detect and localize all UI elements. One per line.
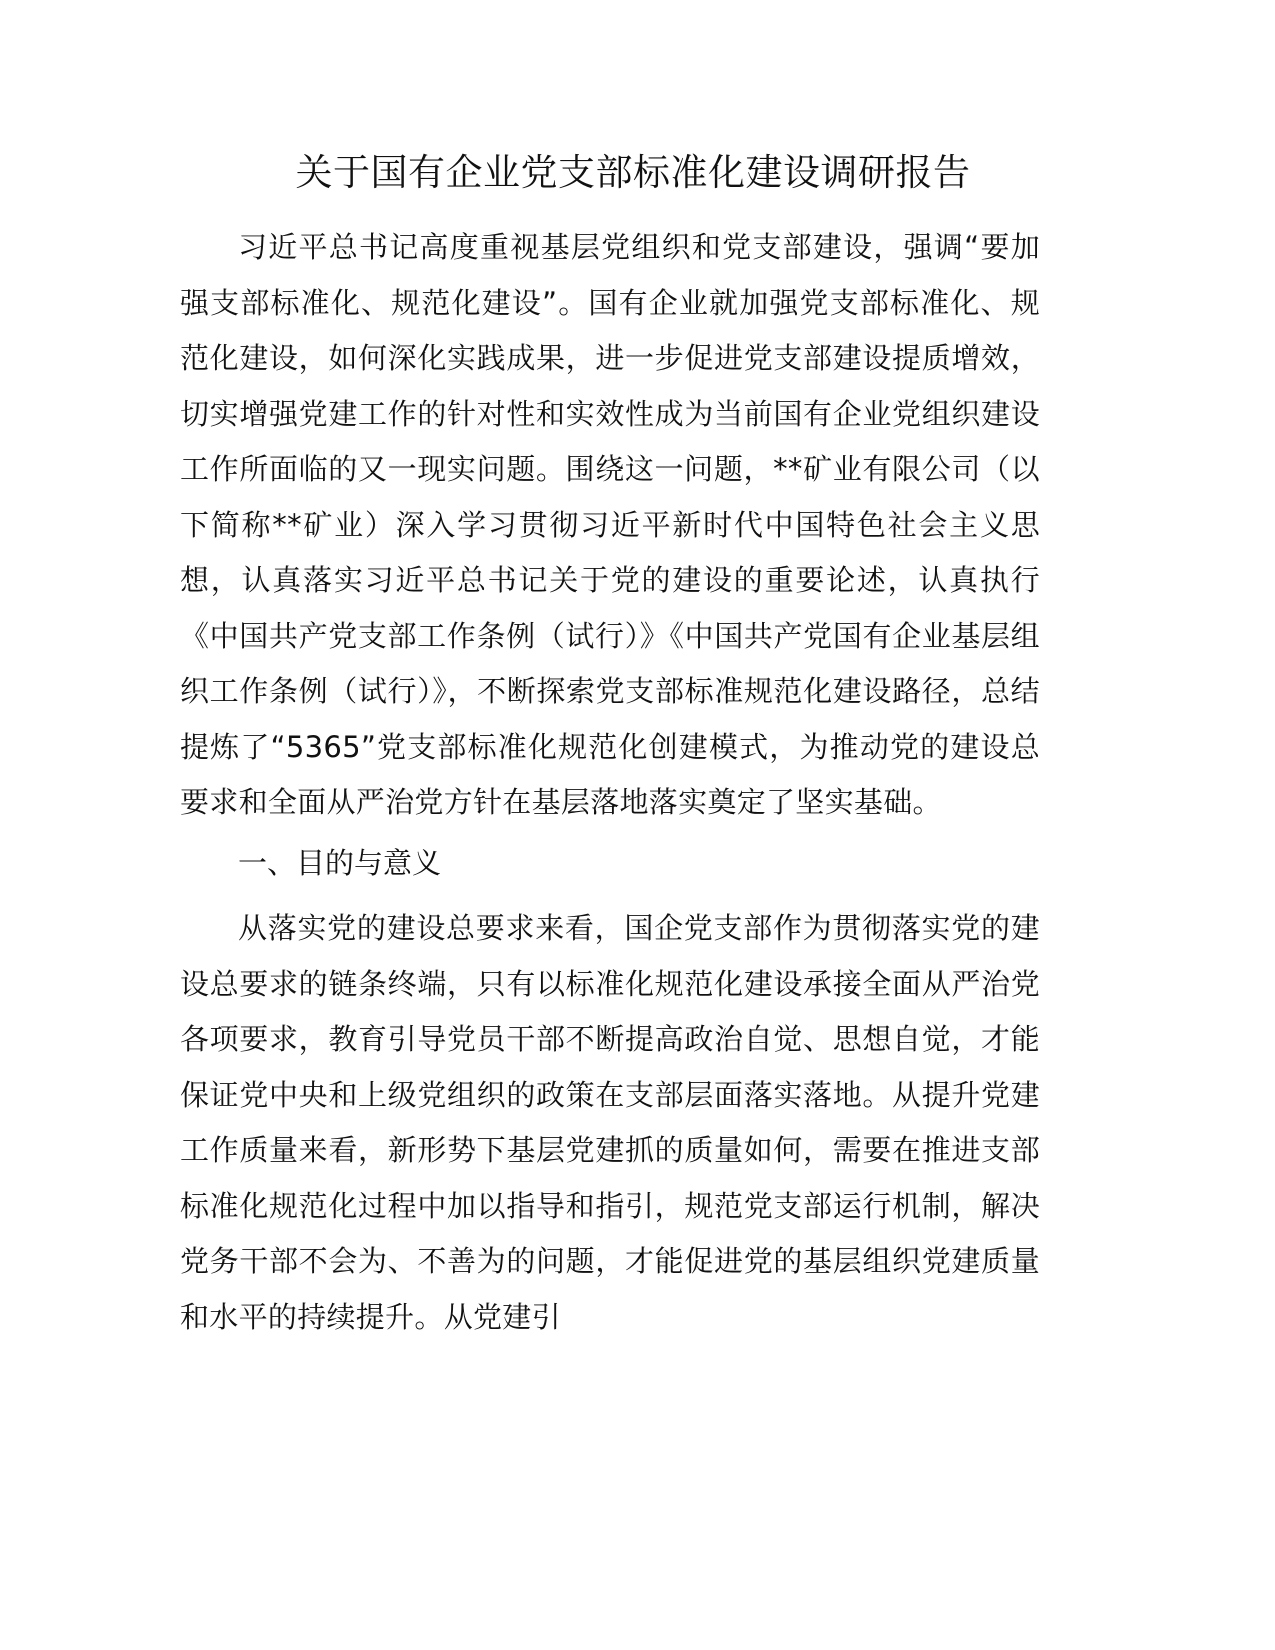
paragraph-purpose: 从落实党的建设总要求来看，国企党支部作为贯彻落实党的建设总要求的链条终端，只有以标准化规范化建设承接全面从严治党各项要求，教育引导党员干部不断提高政治自觉、思想自觉，才能保证党中央和上级党组织的政策在支部层面落实落地。从提升党建工作质量来看，新形势下基层党建抓的质量如何，需要在推进支部标准化规范化过程中加以指导和指引，规范党支部运行机制，解决党务干部不会为、不善为的问题，才能促进党的基层组织党建质量和水平的持续提升。从党建引 <box>180 911 1040 1334</box>
document-body <box>180 220 1040 1345</box>
section-heading-purpose: 一、目的与意义 <box>238 845 442 880</box>
paragraph-intro: 习近平总书记高度重视基层党组织和党支部建设，强调“要加强支部标准化、规范化建设”。国有企业就加强党支部标准化、规范化建设，如何深化实践成果，进一步促进党支部建设提质增效，切实增强党建工作的针对性和实效性成为当前国有企业党组织建设工作所面临的又一现实问题。围绕这一问题，**矿业有限公司（以下简称**矿业）深入学习贯彻习近平新时代中国特色社会主义思想，认真落实习近平总书记关于党的建设的重要论述，认真执行《中国共产党支部工作条例（试行）》《中国共产党国有企业基层组织工作条例（试行）》，不断探索党支部标准规范化建设路径，总结提炼了“5365”党支部标准化规范化创建模式，为推动党的建设总要求和全面从严治党方针在基层落地落实奠定了坚实基础。 <box>180 230 1040 819</box>
document-title: 关于国有企业党支部标准化建设调研报告 <box>295 151 971 194</box>
